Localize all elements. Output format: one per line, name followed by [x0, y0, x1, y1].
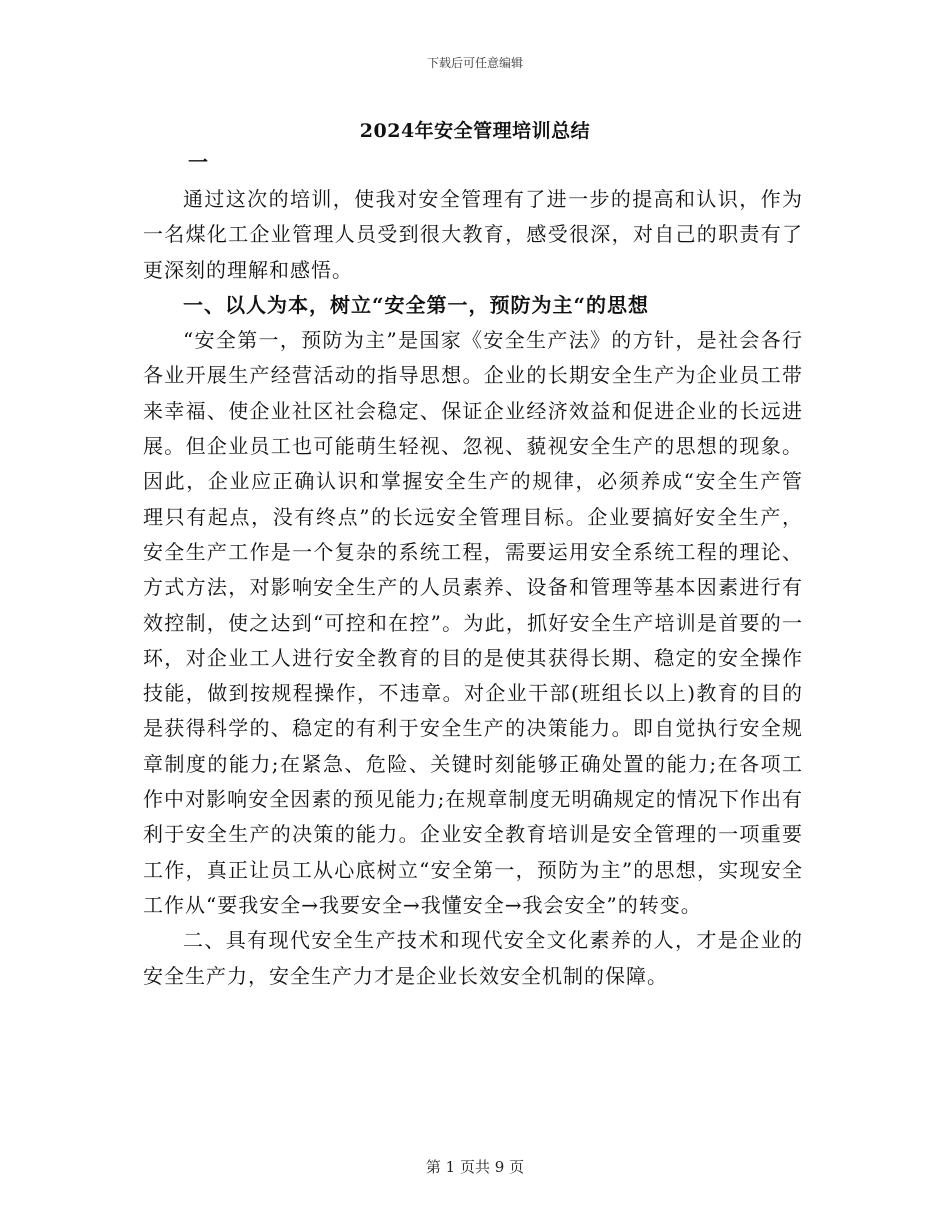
paragraph-section-1: “安全第一，预防为主”是国家《安全生产法》的方针，是社会各行各业开展生产经营活动的指导思想。企业的长期安全生产为企业员工带来幸福、使企业社区社会稳定、保证企业经济效益和促进企业的长远进展。但企业员工也可能萌生轻视、忽视、藐视安全生产的思想的现象。因此，企业应正确认识和掌握安全生产的规律，必须养成“安全生产管理只有起点，没有终点”的长远安全管理目标。企业要搞好安全生产，安全生产工作是一个复杂的系统工程，需要运用安全系统工程的理论、方式方法，对影响安全生产的人员素养、设备和管理等基本因素进行有效控制，使之达到“可控和在控”。为此，抓好安全生产培训是首要的一环，对企业工人进行安全教育的目的是使其获得长期、稳定的安全操作技能，做到按规程操作，不违章。对企业干部(班组长以上)教育的目的是获得科学的、稳定的有利于安全生产的决策能力。即自觉执行安全规章制度的能力;在紧急、危险、关键时刻能够正确处置的能力;在各项工作中对影响安全因素的预见能力;在规章制度无明确规定的情况下作出有利于安全生产的决策的能力。企业安全教育培训是安全管理的一项重要工作，真正让员工从心底树立“安全第一，预防为主”的思想，实现安全工作从“要我安全→我要安全→我懂安全→我会安全”的转变。 [143, 328, 803, 917]
document-body [143, 182, 803, 994]
paragraph-section-2: 二、具有现代安全生产技术和现代安全文化素养的人，才是企业的安全生产力，安全生产力才是企业长效安全机制的保障。 [143, 928, 803, 988]
header-note: 下载后可任意编辑 [426, 56, 523, 70]
section-mark: 一 [188, 150, 208, 174]
paragraph-intro: 通过这次的培训，使我对安全管理有了进一步的提高和认识，作为一名煤化工企业管理人员受到很大教育，感受很深，对自己的职责有了更深刻的理解和感悟。 [143, 187, 803, 282]
page-footer: 第 1 页共 9 页 [425, 1158, 525, 1176]
document-title: 2024年安全管理培训总结 [359, 120, 591, 142]
section-heading-1: 一、以人为本，树立“安全第一，预防为主“的思想 [183, 292, 650, 317]
